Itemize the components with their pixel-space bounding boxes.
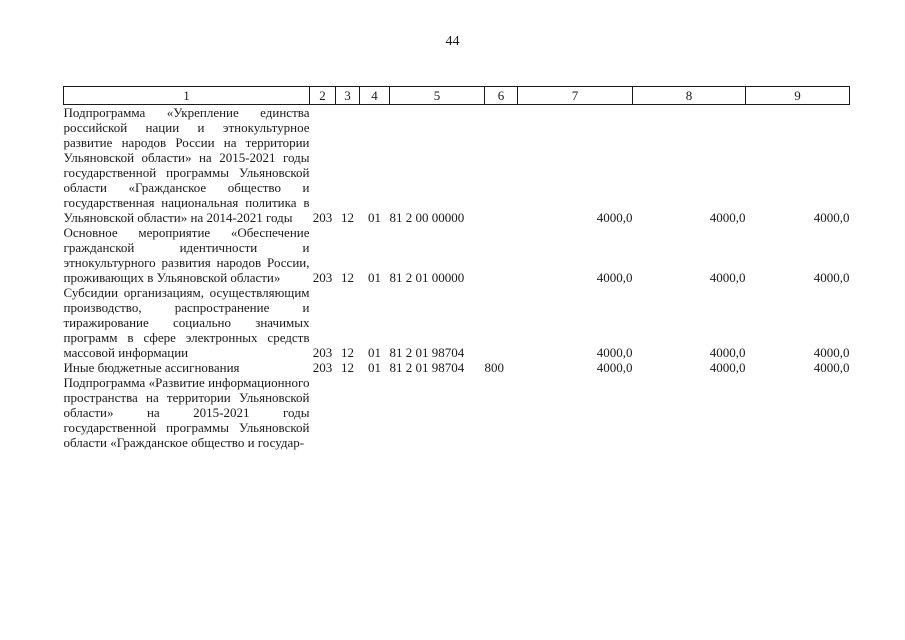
row-cell-col8: 4000,0 — [709, 345, 746, 360]
row-cell-col7: 4000,0 — [596, 360, 633, 375]
row-cell-col3: 12 — [341, 345, 354, 360]
column-header: 2 — [310, 87, 336, 105]
row-cell-col5: 81 2 01 98704 — [389, 360, 465, 375]
table-row — [64, 105, 850, 226]
column-header: 7 — [518, 87, 633, 105]
row-cell-col4: 01 — [368, 360, 381, 375]
column-header: 6 — [485, 87, 518, 105]
row-cell-col9: 4000,0 — [813, 345, 850, 360]
row-cell-col7 — [518, 375, 633, 450]
header-row — [64, 87, 850, 105]
row-cell-col7: 4000,0 — [596, 270, 633, 285]
row-name-cell: Подпрограмма «Развитие информационного пространства на территории Ульяновской области» на 2015-2021 годы государственной программы Ульяновской области «Гражданское общество и государ- — [63, 375, 310, 450]
column-header: 8 — [633, 87, 746, 105]
row-cell-col3: 12 — [341, 360, 354, 375]
table-row — [64, 225, 850, 285]
row-cell-col6 — [485, 375, 518, 450]
row-cell-col2: 203 — [312, 270, 333, 285]
column-header: 9 — [746, 87, 850, 105]
row-cell-col9 — [746, 375, 850, 450]
row-cell-col3 — [336, 375, 360, 450]
row-name-cell: Субсидии организациям, осуществляющим производство, распространение и тиражирование социально значимых программ в сфере электронных средств массовой информации — [63, 285, 310, 360]
row-cell-col2: 203 — [312, 210, 333, 225]
row-cell-col5: 81 2 00 00000 — [389, 210, 465, 225]
table-row — [64, 375, 850, 450]
row-cell-col5 — [390, 375, 485, 450]
column-header: 4 — [360, 87, 390, 105]
row-cell-col3: 12 — [341, 210, 354, 225]
row-cell-col6 — [485, 225, 518, 285]
row-cell-col4: 01 — [368, 270, 381, 285]
row-cell-col9: 4000,0 — [813, 360, 850, 375]
row-cell-col6: 800 — [484, 360, 504, 375]
row-name-cell: Иные бюджетные ассигнования — [63, 360, 240, 375]
column-header: 1 — [64, 87, 310, 105]
row-cell-col9: 4000,0 — [813, 270, 850, 285]
row-cell-col4 — [360, 375, 390, 450]
table-row — [64, 360, 850, 375]
row-cell-col8: 4000,0 — [709, 270, 746, 285]
row-name-cell: Основное мероприятие «Обеспечение гражданской идентичности и этнокультурного развития народов России, проживающих в Ульяновской области» — [63, 225, 310, 285]
row-cell-col4: 01 — [368, 210, 381, 225]
row-name-cell: Подпрограмма «Укрепление единства российской нации и этнокультурное развитие народов России на территории Ульяновской области» на 2015-2021 годы государственной программы Ульяновской области «Гражданское общество и государственная национальная политика в Ульяновской области» на 2014-2021 годы — [63, 105, 310, 225]
row-cell-col6 — [485, 105, 518, 226]
row-cell-col3: 12 — [341, 270, 354, 285]
row-cell-col2 — [310, 375, 336, 450]
row-cell-col6 — [485, 285, 518, 360]
page-number: 44 — [445, 34, 460, 49]
row-cell-col2: 203 — [312, 360, 333, 375]
row-cell-col7: 4000,0 — [596, 210, 633, 225]
budget-table — [63, 86, 850, 450]
row-cell-col8: 4000,0 — [709, 210, 746, 225]
row-cell-col4: 01 — [368, 345, 381, 360]
column-header: 3 — [336, 87, 360, 105]
row-cell-col8: 4000,0 — [709, 360, 746, 375]
column-header: 5 — [390, 87, 485, 105]
row-cell-col7: 4000,0 — [596, 345, 633, 360]
row-cell-col2: 203 — [312, 345, 333, 360]
row-cell-col9: 4000,0 — [813, 210, 850, 225]
row-cell-col8 — [633, 375, 746, 450]
table-row — [64, 285, 850, 360]
row-cell-col5: 81 2 01 98704 — [389, 345, 465, 360]
row-cell-col5: 81 2 01 00000 — [389, 270, 465, 285]
